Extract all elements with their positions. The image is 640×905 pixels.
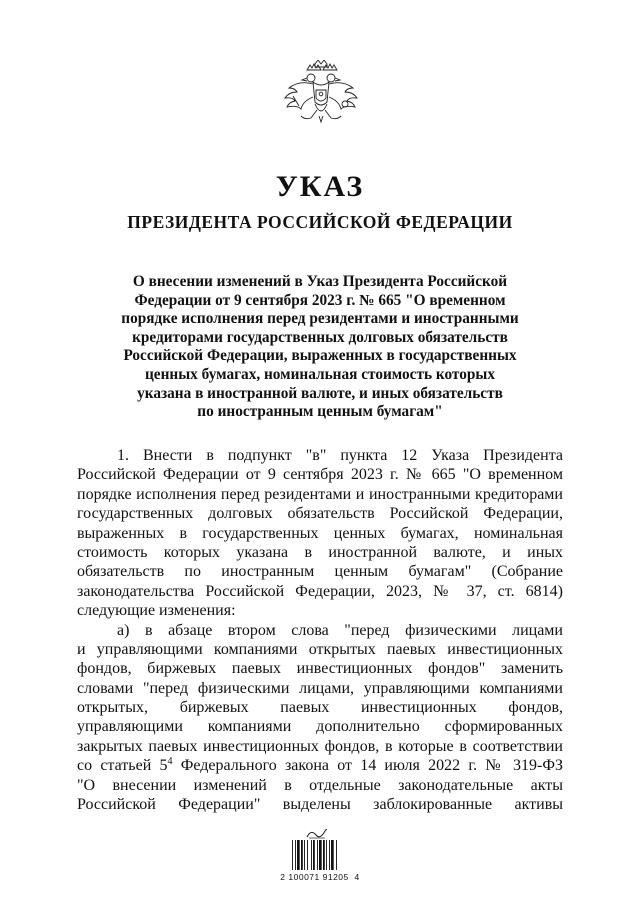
heading-line: ценных бумагах, номинальная стоимость которых (144, 365, 495, 383)
body-line: словами "перед физическими лицами, управляющими компаниями (77, 679, 563, 697)
heading-line: порядке исполнения перед резидентами и иностранными (121, 310, 519, 328)
body-line: и управляющими компаниями открытых паевых инвестиционных (77, 640, 563, 658)
body-line: стоимость которых указана в иностранной валюте, и иных (77, 543, 563, 561)
barcode-bar (319, 840, 322, 870)
heading-line: кредиторами государственных долговых обязательств (132, 328, 508, 346)
barcode-bar (323, 840, 325, 870)
body-text: Федерального закона от 14 июля 2022 г. № 319-ФЗ (172, 757, 564, 775)
barcode-number: 2 100071 91205 4 (280, 872, 360, 882)
heading-line: Российской Федерации, выраженных в государственных (123, 347, 517, 365)
barcode-icon (292, 840, 350, 870)
body-line: закрытых паевых инвестиционных фондов, в которые в соответствии (77, 737, 563, 755)
body-line: 1. Внести в подпункт "в" пункта 12 Указа Президента (117, 447, 563, 464)
heading-line: по иностранным ценным бумагам" (197, 403, 443, 421)
superscript: 4 (167, 756, 173, 768)
body-text: со статьей 5 (77, 757, 168, 775)
body-line: "О внесении изменений в отдельные законодательные акты (77, 776, 563, 794)
body-line: порядке исполнения перед резидентами и иностранными кредиторами (77, 485, 563, 503)
barcode-bar (297, 840, 300, 870)
body-line: выраженных в государственных ценных бумагах, номинальная (77, 524, 563, 542)
barcode-bar (336, 840, 337, 870)
body-line: управляющими компаниями дополнительно сформированных (77, 718, 563, 736)
body-line: законодательства Российской Федерации, 2023, № 37, ст. 6814) (77, 582, 563, 600)
document-subtitle: ПРЕЗИДЕНТА РОССИЙСКОЙ ФЕДЕРАЦИИ (127, 212, 513, 232)
barcode-bar (295, 840, 296, 870)
serpent-mark-icon (305, 826, 329, 840)
body-line: Российской Федерации" выделены заблокированные активы (77, 796, 563, 814)
document-title: УКАЗ (275, 170, 365, 203)
body-line: государственных долговых обязательств Российской Федерации, (77, 505, 563, 523)
barcode-bar (326, 840, 327, 870)
body-line: обязательств по иностранным ценным бумагам" (Собрание (77, 563, 563, 581)
body-line: следующие изменения: (77, 602, 236, 620)
barcode-bar (304, 840, 305, 870)
barcode-bar (313, 840, 315, 870)
coat-of-arms-icon (273, 60, 369, 146)
heading-line: Федерации от 9 сентября 2023 г. № 665 "О временном (134, 291, 506, 309)
heading-line: указана в иностранной валюте, и иных обязательств (137, 384, 503, 402)
barcode-bar (329, 840, 330, 870)
barcode-bar (307, 840, 308, 870)
barcode-bar (317, 840, 318, 870)
heading-line: О внесении изменений в Указ Президента Российской (132, 273, 508, 290)
barcode-bar (292, 840, 293, 870)
body-line: а) в абзаце втором слова "перед физическими лицами (117, 621, 563, 639)
barcode-bar (301, 840, 303, 870)
barcode-bar (311, 840, 312, 870)
body-line: открытых, биржевых паевых инвестиционных фондов, (77, 699, 563, 717)
barcode-bar (331, 840, 334, 870)
body-line: Российской Федерации от 9 сентября 2023 г. № 665 "О временном (77, 466, 563, 484)
body-line: фондов, биржевых паевых инвестиционных фондов" заменить (77, 660, 563, 678)
body-line (77, 756, 563, 775)
decree-heading (95, 273, 545, 422)
decree-body (77, 446, 563, 814)
